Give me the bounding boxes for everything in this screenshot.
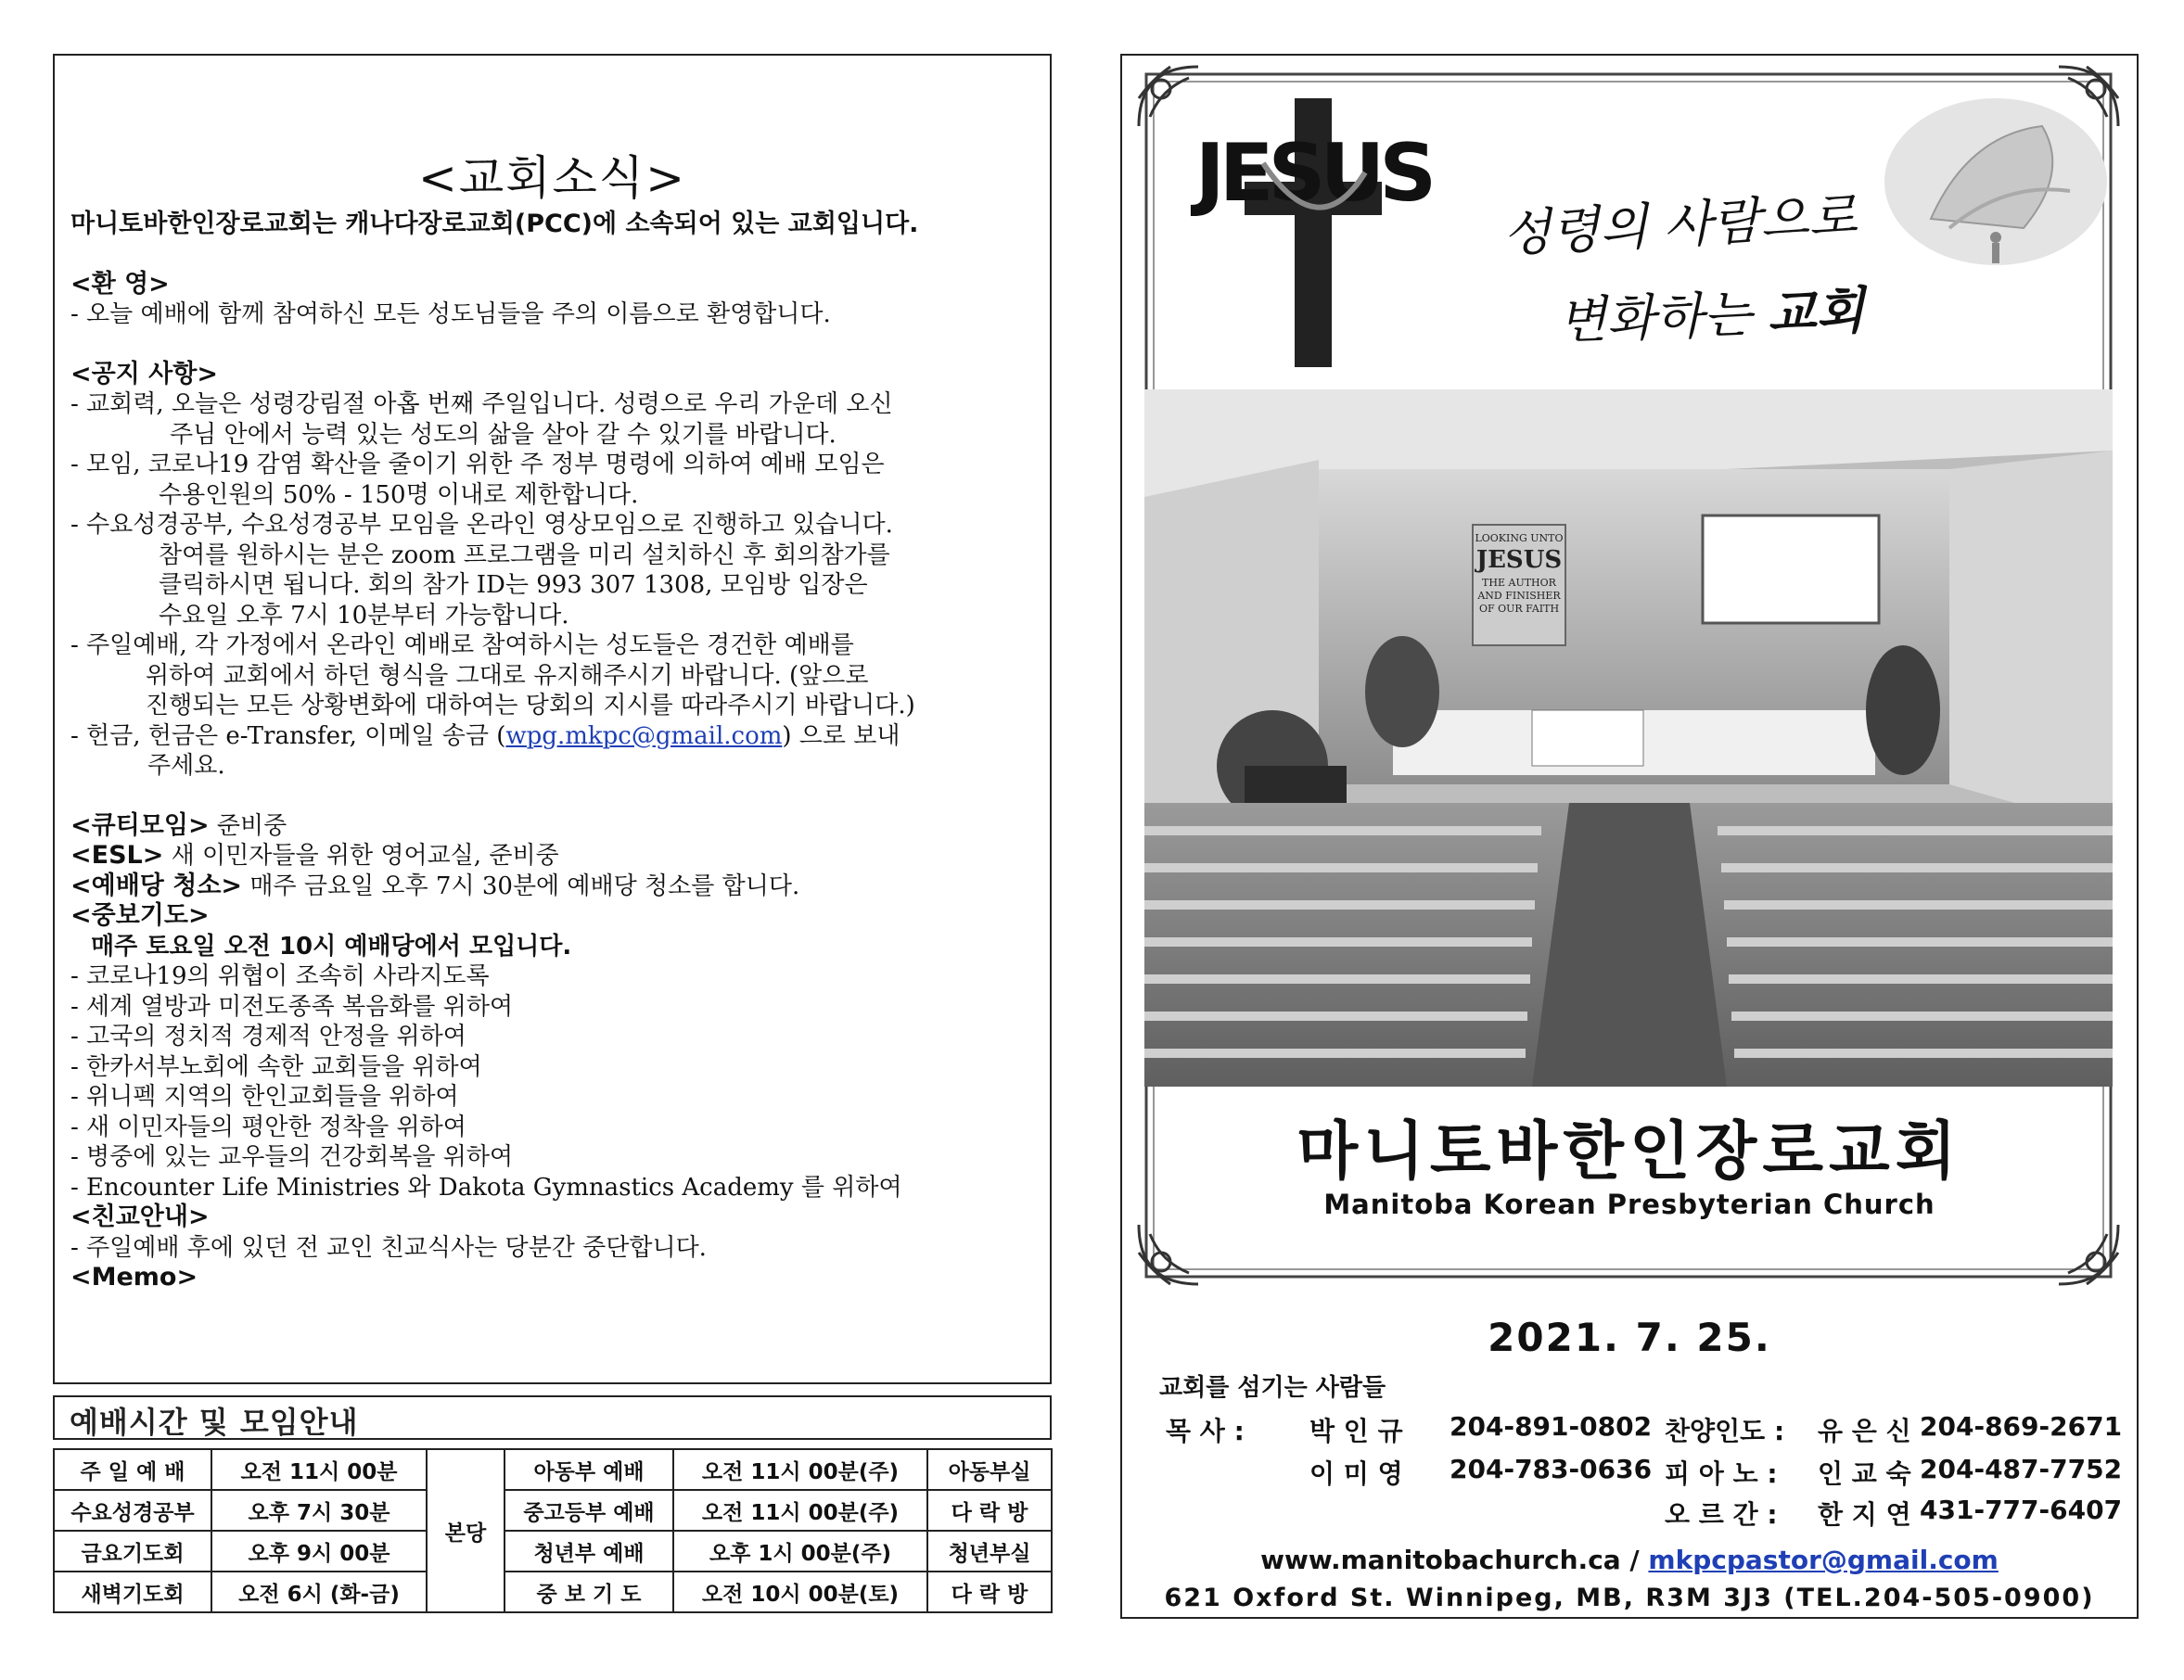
service-name: 아동부 예배 bbox=[504, 1449, 673, 1490]
news-title: <교회소식> bbox=[418, 151, 686, 205]
offering-prefix: - 헌금, 헌금은 e-Transfer, 이메일 송금 ( bbox=[70, 721, 506, 750]
service-time: 오후 9시 00분 bbox=[211, 1531, 427, 1572]
notice-line: - 교회력, 오늘은 성령강림절 아홉 번째 주일입니다. 성령으로 우리 가운데 오신 bbox=[70, 390, 893, 418]
prayer-intro: 매주 토요일 오전 10시 예배당에서 모입니다. bbox=[91, 932, 572, 961]
servants-title: 교회를 섬기는 사람들 bbox=[1159, 1374, 1386, 1402]
pastor-label: 목 사 : bbox=[1166, 1416, 1245, 1446]
offering-cont: 주세요. bbox=[147, 752, 225, 780]
notice-line: 참여를 원하시는 분은 zoom 프로그램을 미리 설치하신 후 회의참가를 bbox=[159, 541, 890, 569]
service-time: 오전 6시 (화-금) bbox=[211, 1572, 427, 1612]
clean-heading: <예배당 청소> bbox=[70, 871, 243, 900]
banner-line: JESUS bbox=[1475, 546, 1563, 574]
organ-label: 오 르 간 : bbox=[1665, 1499, 1778, 1530]
service-place: 다 락 방 bbox=[927, 1490, 1052, 1531]
prayer-item: - Encounter Life Ministries 와 Dakota Gymnastics Academy 를 위하여 bbox=[70, 1173, 902, 1202]
pastor1-phone: 204-891-0802 bbox=[1450, 1411, 1653, 1442]
piano-name: 인 교 숙 bbox=[1818, 1458, 1911, 1489]
qt-heading: <큐티모임> bbox=[70, 810, 210, 840]
qt-text: 준비중 bbox=[209, 811, 287, 840]
welcome-heading: <환 영> bbox=[70, 269, 170, 299]
prayer-item: - 위니펙 지역의 한인교회들을 위하여 bbox=[70, 1083, 459, 1111]
website-line bbox=[1120, 1545, 2139, 1575]
service-time: 오후 7시 30분 bbox=[211, 1490, 427, 1531]
news-body bbox=[70, 210, 1054, 1293]
notice-heading: <공지 사항> bbox=[70, 359, 218, 388]
service-name: 수요성경공부 bbox=[54, 1490, 211, 1531]
pastor2-name: 이 미 영 bbox=[1309, 1458, 1403, 1489]
schedule-header bbox=[53, 1395, 1052, 1440]
praise-phone: 204-869-2671 bbox=[1920, 1411, 2123, 1442]
table-row bbox=[54, 1449, 1052, 1490]
church-name-korean: 마니토바한인장로교회 bbox=[1296, 1115, 1962, 1189]
prayer-heading: <중보기도> bbox=[70, 901, 210, 930]
church-name-english: Manitoba Korean Presbyterian Church bbox=[1323, 1189, 1935, 1220]
web-separator: / bbox=[1620, 1545, 1649, 1575]
offering-email-link[interactable]: wpg.mkpc@gmail.com bbox=[505, 721, 783, 750]
welcome-text: - 오늘 예배에 함께 참여하신 모든 성도님들을 주의 이름으로 환영합니다. bbox=[70, 300, 831, 328]
service-time: 오전 10시 00분(토) bbox=[673, 1572, 927, 1612]
fellowship-heading: <친교안내> bbox=[70, 1203, 210, 1231]
church-news-panel bbox=[53, 54, 1052, 1384]
fellowship-text: - 주일예배 후에 있던 전 교인 친교식사는 당분간 중단합니다. bbox=[70, 1233, 707, 1262]
service-name: 중고등부 예배 bbox=[504, 1490, 673, 1531]
slogan-line-1: 성령의 사람으로 bbox=[1501, 186, 1858, 263]
organ-phone: 431-777-6407 bbox=[1920, 1495, 2123, 1525]
corner-ornament-icon bbox=[1139, 1225, 1198, 1284]
logo-text: JESUS bbox=[1194, 127, 1432, 220]
notice-line: 진행되는 모든 상황변화에 대하여는 당회의 지시를 따라주시기 바랍니다.) bbox=[146, 692, 915, 719]
service-time: 오전 11시 00분(주) bbox=[673, 1490, 927, 1531]
sanctuary-photo bbox=[1144, 389, 2113, 1087]
prayer-item: - 세계 열방과 미전도종족 복음화를 위하여 bbox=[70, 992, 514, 1021]
notice-line: 수요일 오후 7시 10분부터 가능합니다. bbox=[159, 601, 569, 630]
esl-text: 새 이민자들을 위한 영어교실, 준비중 bbox=[163, 842, 559, 870]
notice-line: - 주일예배, 각 가정에서 온라인 예배로 참여하시는 성도들은 경건한 예배를 bbox=[70, 631, 854, 659]
piano-phone: 204-487-7752 bbox=[1920, 1454, 2123, 1484]
notice-line: - 수요성경공부, 수요성경공부 모임을 온라인 영상모임으로 진행하고 있습니다. bbox=[70, 511, 893, 539]
clean-line bbox=[70, 872, 1054, 902]
service-place: 청년부실 bbox=[927, 1531, 1052, 1572]
table-row bbox=[54, 1531, 1052, 1572]
service-time: 오전 11시 00분(주) bbox=[673, 1449, 927, 1490]
banner-line: LOOKING UNTO bbox=[1475, 532, 1564, 544]
prayer-item: - 병중에 있는 교우들의 건강회복을 위하여 bbox=[70, 1143, 514, 1171]
corner-ornament-icon bbox=[2059, 67, 2118, 126]
church-address: 621 Oxford St. Winnipeg, MB, R3M 3J3 (TEL.204-505-0900) bbox=[1164, 1584, 2095, 1612]
piano-label: 피 아 노 : bbox=[1665, 1458, 1778, 1489]
service-name: 청년부 예배 bbox=[504, 1531, 673, 1572]
praying-hands-image bbox=[1884, 98, 2107, 265]
service-time: 오전 11시 00분 bbox=[211, 1449, 427, 1490]
qt-line bbox=[70, 811, 1054, 842]
service-time: 오후 1시 00분(주) bbox=[673, 1531, 927, 1572]
service-name: 주 일 예 배 bbox=[54, 1449, 211, 1490]
organ-name: 한 지 연 bbox=[1818, 1499, 1911, 1530]
praise-label: 찬양인도 : bbox=[1665, 1416, 1785, 1446]
prayer-item: - 한카서부노회에 속한 교회들을 위하여 bbox=[70, 1052, 482, 1081]
slogan-line-2 bbox=[1557, 271, 1866, 352]
prayer-item: - 새 이민자들의 평안한 정착을 위하여 bbox=[70, 1113, 466, 1141]
pastor2-phone: 204-783-0636 bbox=[1450, 1454, 1653, 1484]
bulletin-date: 2021. 7. 25. bbox=[1488, 1315, 1771, 1360]
praise-name: 유 은 신 bbox=[1818, 1416, 1911, 1446]
memo-heading: <Memo> bbox=[70, 1263, 198, 1292]
notice-line: 주님 안에서 능력 있는 성도의 삶을 살아 갈 수 있기를 바랍니다. bbox=[170, 420, 837, 449]
pastor-email-link[interactable]: mkpcpastor@gmail.com bbox=[1648, 1545, 1999, 1575]
notice-line: 위하여 교회에서 하던 형식을 그대로 유지해주시기 바랍니다. (앞으로 bbox=[146, 661, 869, 690]
notice-line: 수용인원의 50% - 150명 이내로 제한합니다. bbox=[159, 480, 639, 509]
service-place: 본당 bbox=[427, 1449, 504, 1612]
jesus-cross-logo bbox=[1191, 98, 1432, 367]
schedule-table bbox=[53, 1448, 1053, 1613]
notice-line: 클릭하시면 됩니다. 회의 참가 ID는 993 307 1308, 모임방 입장은 bbox=[159, 571, 868, 599]
pastor1-name: 박 인 규 bbox=[1309, 1416, 1403, 1446]
prayer-item: - 고국의 정치적 경제적 안정을 위하여 bbox=[70, 1023, 466, 1050]
corner-ornament-icon bbox=[2059, 1225, 2118, 1284]
prayer-item: - 코로나19의 위협이 조속히 사라지도록 bbox=[70, 962, 490, 990]
banner-line: AND FINISHER bbox=[1477, 590, 1561, 602]
service-name: 새벽기도회 bbox=[54, 1572, 211, 1612]
esl-line bbox=[70, 841, 1054, 872]
slogan-part: 교회 bbox=[1766, 280, 1866, 343]
banner-line: THE AUTHOR bbox=[1482, 577, 1556, 589]
schedule-title: 예배시간 및 모임안내 bbox=[70, 1405, 359, 1440]
offering-suffix: ) 으로 보내 bbox=[782, 721, 900, 750]
table-row bbox=[54, 1490, 1052, 1531]
service-place: 아동부실 bbox=[927, 1449, 1052, 1490]
service-name: 금요기도회 bbox=[54, 1531, 211, 1572]
clean-text: 매주 금요일 오후 7시 30분에 예배당 청소를 합니다. bbox=[242, 872, 800, 900]
offering-line bbox=[70, 721, 1054, 752]
esl-heading: <ESL> bbox=[70, 841, 164, 870]
banner-line: OF OUR FAITH bbox=[1478, 603, 1560, 615]
affiliation-text: 마니토바한인장로교회는 캐나다장로교회(PCC)에 소속되어 있는 교회입니다. bbox=[70, 210, 919, 238]
corner-ornament-icon bbox=[1139, 67, 1198, 126]
service-name: 중 보 기 도 bbox=[504, 1572, 673, 1612]
website-link[interactable]: www.manitobachurch.ca bbox=[1260, 1545, 1621, 1575]
table-row bbox=[54, 1572, 1052, 1612]
service-place: 다 락 방 bbox=[927, 1572, 1052, 1612]
notice-line: - 모임, 코로나19 감염 확산을 줄이기 위한 주 정부 명령에 의하여 예배 모임은 bbox=[70, 451, 885, 478]
slogan-part: 변화하는 bbox=[1557, 284, 1769, 350]
